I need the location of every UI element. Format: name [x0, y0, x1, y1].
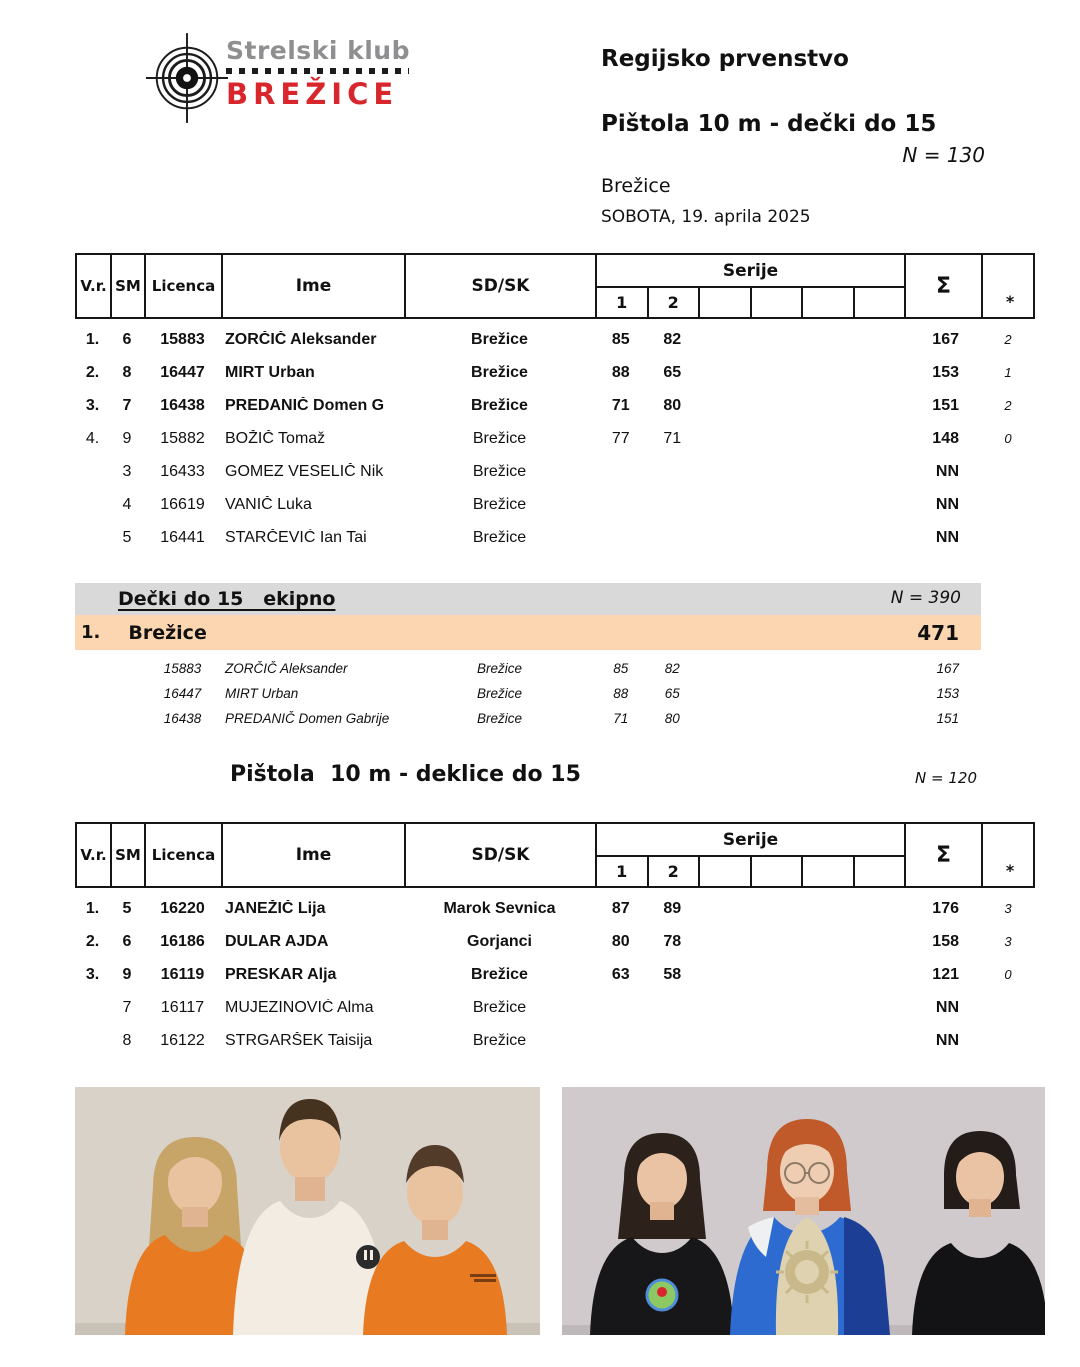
boys-result-row-sum: NN — [935, 528, 959, 546]
boys-result-row-sum: 167 — [932, 330, 959, 348]
boys-result-row-ime: PREDANIČ Domen G — [225, 396, 385, 414]
club-logo-text — [226, 36, 416, 111]
boys-result-row-vr: 2. — [85, 363, 100, 381]
event-title-boys: Pištola 10 m - dečki do 15 — [601, 111, 937, 137]
boys-result-row-ime: ZORČIČ Aleksander — [225, 330, 377, 348]
boys-team-photo-image — [75, 1087, 540, 1335]
col-header-series-empty — [700, 857, 752, 886]
girls-table-body — [75, 892, 1035, 1057]
team-member-row-licenca: 16438 — [163, 711, 202, 726]
girls-result-row-ime: PRESKAR Alja — [225, 965, 337, 983]
team-member-row-ime: MIRT Urban — [225, 686, 299, 701]
boys-result-row-vr: 3. — [85, 396, 100, 414]
girls-result-row — [75, 925, 1035, 958]
girls-result-row-vr: 2. — [85, 932, 100, 950]
boys-team-photo — [75, 1087, 540, 1335]
girls-result-row-licenca: 16122 — [160, 1031, 205, 1049]
team-member-row-s1: 88 — [613, 686, 629, 701]
club-logo — [146, 30, 446, 125]
girls-result-row-s2: 89 — [663, 899, 682, 917]
boys-result-row-s2: 80 — [663, 396, 682, 414]
boys-team-section — [75, 583, 981, 731]
team-member-row-s2: 80 — [664, 711, 680, 726]
girls-results-table — [75, 822, 1035, 1057]
boys-result-row-ime: VANIČ Luka — [225, 495, 312, 513]
boys-result-row-sum: NN — [935, 495, 959, 513]
team-member-row-sum: 167 — [936, 661, 959, 676]
team-section-header-bar — [75, 583, 981, 615]
boys-result-row-vr: 1. — [85, 330, 100, 348]
col-header-series-empty — [752, 857, 804, 886]
team-member-row-licenca: 15883 — [163, 661, 202, 676]
team-rank: 1. — [81, 622, 101, 643]
girls-result-row-sdsk: Marok Sevnica — [443, 899, 556, 917]
boys-result-row-star: 2 — [1004, 332, 1012, 347]
girls-result-row-star: 0 — [1004, 967, 1012, 982]
girls-result-row-sum: NN — [935, 1031, 959, 1049]
boys-result-row-s1: 85 — [611, 330, 630, 348]
col-header-series-empty — [803, 288, 855, 317]
team-participants-count: N = 390 — [890, 588, 961, 608]
team-member-row-sum: 153 — [936, 686, 959, 701]
col-header-rank: V.r. — [77, 255, 112, 317]
boys-result-row-sm: 4 — [122, 495, 132, 513]
girls-result-row-sum: 176 — [932, 899, 959, 917]
girls-result-row-vr: 1. — [85, 899, 100, 917]
girls-result-row-ime: STRGARŠEK Taisija — [225, 1031, 373, 1049]
boys-result-row — [75, 422, 1035, 455]
team-member-row-s2: 82 — [664, 661, 680, 676]
boys-result-row-sum: 151 — [932, 396, 959, 414]
col-header-series-1: 1 — [597, 857, 649, 886]
col-header-inner-tens: * — [1005, 292, 1015, 311]
boys-result-row-sum: 153 — [932, 363, 959, 381]
col-header-rank: V.r. — [77, 824, 112, 886]
girls-result-row-sm: 7 — [122, 998, 132, 1016]
girls-result-row-star: 3 — [1004, 934, 1012, 949]
girls-team-photo-image — [562, 1087, 1045, 1335]
boys-result-row-sdsk: Brežice — [472, 429, 527, 447]
boys-result-row-sm: 6 — [122, 330, 132, 348]
boys-result-row-licenca: 16438 — [160, 396, 205, 414]
boys-result-row-ime: GOMEZ VESELIČ Nik — [225, 462, 384, 480]
girls-table-header — [75, 822, 1035, 888]
dotted-divider — [226, 68, 409, 74]
team-member-row — [75, 681, 981, 706]
boys-result-row — [75, 488, 1035, 521]
col-header-series-2: 2 — [649, 857, 701, 886]
participants-count-boys: N = 130 — [902, 143, 985, 167]
col-header-series-2: 2 — [649, 288, 701, 317]
competition-title: Regijsko prvenstvo — [601, 46, 849, 72]
col-header-series-1: 1 — [597, 288, 649, 317]
team-section-title: Dečki do 15 ekipno — [118, 588, 336, 610]
team-member-row-sum: 151 — [936, 711, 959, 726]
girls-result-row-sdsk: Brežice — [472, 1031, 527, 1049]
girls-result-row — [75, 991, 1035, 1024]
col-header-name: Ime — [223, 255, 406, 317]
boys-result-row — [75, 389, 1035, 422]
girls-result-row-sm: 9 — [122, 965, 132, 983]
boys-result-row-ime: BOŽIČ Tomaž — [225, 429, 326, 447]
girls-result-row-s1: 87 — [611, 899, 630, 917]
boys-result-row-s1: 71 — [611, 396, 630, 414]
team-member-row — [75, 706, 981, 731]
girls-result-row-sum: NN — [935, 998, 959, 1016]
boys-result-row — [75, 356, 1035, 389]
boys-result-row-sm: 3 — [122, 462, 132, 480]
boys-result-row-licenca: 15883 — [160, 330, 205, 348]
girls-result-row-s2: 58 — [663, 965, 682, 983]
boys-result-row-ime: STARČEVIĆ Ian Tai — [225, 528, 367, 546]
team-member-row-ime: ZORČIČ Aleksander — [225, 661, 348, 676]
boys-result-row-sum: NN — [935, 462, 959, 480]
girls-result-row-sum: 121 — [932, 965, 959, 983]
team-name: Brežice — [128, 621, 207, 644]
col-header-total: Σ — [906, 824, 983, 886]
boys-result-row-s1: 77 — [611, 429, 630, 447]
boys-result-row-sum: 148 — [932, 429, 959, 447]
boys-result-row-star: 1 — [1004, 365, 1012, 380]
participants-count-girls: N = 120 — [915, 769, 977, 787]
boys-result-row-licenca: 16433 — [160, 462, 205, 480]
team-member-row-sdsk: Brežice — [476, 661, 522, 676]
event-location: Brežice — [601, 175, 671, 197]
girls-result-row-licenca: 16117 — [160, 998, 205, 1016]
club-city-line: BREŽICE — [226, 77, 399, 111]
girls-result-row — [75, 892, 1035, 925]
girls-result-row-ime: MUJEZINOVIĆ Alma — [225, 998, 374, 1016]
boys-result-row-licenca: 15882 — [160, 429, 205, 447]
col-header-sm: SM — [112, 255, 146, 317]
boys-result-row — [75, 455, 1035, 488]
boys-table-body — [75, 323, 1035, 554]
team-member-row — [75, 656, 981, 681]
boys-result-row-sdsk: Brežice — [471, 363, 528, 381]
girls-result-row-sm: 6 — [122, 932, 132, 950]
team-member-row-licenca: 16447 — [163, 686, 202, 701]
girls-result-row-sm: 8 — [122, 1031, 132, 1049]
col-header-licence: Licenca — [146, 255, 223, 317]
boys-result-row-s2: 71 — [663, 429, 682, 447]
boys-result-row-star: 0 — [1004, 431, 1012, 446]
girls-result-row-sdsk: Gorjanci — [467, 932, 532, 950]
girls-result-row-licenca: 16119 — [160, 965, 205, 983]
event-title-girls: Pištola 10 m - deklice do 15 — [230, 762, 581, 787]
col-header-series-empty — [752, 288, 804, 317]
col-header-series-empty — [700, 288, 752, 317]
girls-result-row-s2: 78 — [663, 932, 682, 950]
girls-result-row-s1: 80 — [611, 932, 630, 950]
col-header-club: SD/SK — [406, 824, 597, 886]
boys-result-row-sdsk: Brežice — [471, 330, 528, 348]
girls-result-row — [75, 1024, 1035, 1057]
girls-result-row-licenca: 16186 — [160, 932, 205, 950]
col-header-series-empty — [855, 857, 907, 886]
team-member-row-s1: 85 — [613, 661, 629, 676]
girls-team-photo — [562, 1087, 1045, 1335]
girls-result-row-s1: 63 — [611, 965, 630, 983]
boys-result-row-sdsk: Brežice — [472, 528, 527, 546]
girls-result-row-sdsk: Brežice — [472, 998, 527, 1016]
boys-result-row-sm: 7 — [122, 396, 132, 414]
boys-result-row — [75, 521, 1035, 554]
team-member-row-sdsk: Brežice — [476, 686, 522, 701]
girls-result-row — [75, 958, 1035, 991]
boys-result-row-vr: 4. — [85, 429, 100, 447]
girls-result-row-sdsk: Brežice — [471, 965, 528, 983]
team-total-score: 471 — [917, 620, 959, 645]
girls-result-row-vr: 3. — [85, 965, 100, 983]
target-crosshair-icon — [146, 32, 228, 124]
team-member-row-sdsk: Brežice — [476, 711, 522, 726]
boys-result-row-licenca: 16619 — [160, 495, 205, 513]
girls-result-row-ime: JANEŽIČ Lija — [225, 899, 326, 917]
girls-result-row-licenca: 16220 — [160, 899, 205, 917]
boys-results-table — [75, 253, 1035, 554]
boys-result-row-sm: 5 — [122, 528, 132, 546]
boys-result-row-sm: 8 — [122, 363, 132, 381]
col-header-inner-tens: * — [1005, 861, 1015, 880]
boys-result-row-sm: 9 — [122, 429, 132, 447]
boys-result-row-licenca: 16441 — [160, 528, 205, 546]
boys-result-row — [75, 323, 1035, 356]
girls-event-heading — [75, 760, 981, 802]
team-member-row-s1: 71 — [613, 711, 629, 726]
col-header-series: Serije — [597, 255, 906, 288]
boys-table-header — [75, 253, 1035, 319]
club-name-line: Strelski klub — [226, 36, 410, 65]
girls-result-row-star: 3 — [1004, 901, 1012, 916]
team-result-row — [75, 615, 981, 650]
team-member-row-s2: 65 — [664, 686, 680, 701]
event-date: SOBOTA, 19. aprila 2025 — [601, 207, 811, 227]
boys-result-row-licenca: 16447 — [160, 363, 205, 381]
team-members-list — [75, 656, 981, 731]
col-header-licence: Licenca — [146, 824, 223, 886]
girls-result-row-ime: DULAR AJDA — [225, 932, 329, 950]
girls-result-row-sum: 158 — [932, 932, 959, 950]
team-member-row-ime: PREDANIČ Domen Gabrije — [225, 711, 390, 726]
boys-result-row-sdsk: Brežice — [472, 495, 527, 513]
col-header-series: Serije — [597, 824, 906, 857]
boys-result-row-star: 2 — [1004, 398, 1012, 413]
boys-result-row-sdsk: Brežice — [472, 462, 527, 480]
col-header-club: SD/SK — [406, 255, 597, 317]
boys-result-row-s1: 88 — [611, 363, 630, 381]
col-header-name: Ime — [223, 824, 406, 886]
girls-result-row-sm: 5 — [122, 899, 132, 917]
col-header-sm: SM — [112, 824, 146, 886]
boys-result-row-sdsk: Brežice — [471, 396, 528, 414]
col-header-series-empty — [803, 857, 855, 886]
boys-result-row-s2: 65 — [663, 363, 682, 381]
col-header-series-empty — [855, 288, 907, 317]
boys-result-row-s2: 82 — [663, 330, 682, 348]
col-header-total: Σ — [906, 255, 983, 317]
boys-result-row-ime: MIRT Urban — [225, 363, 315, 381]
